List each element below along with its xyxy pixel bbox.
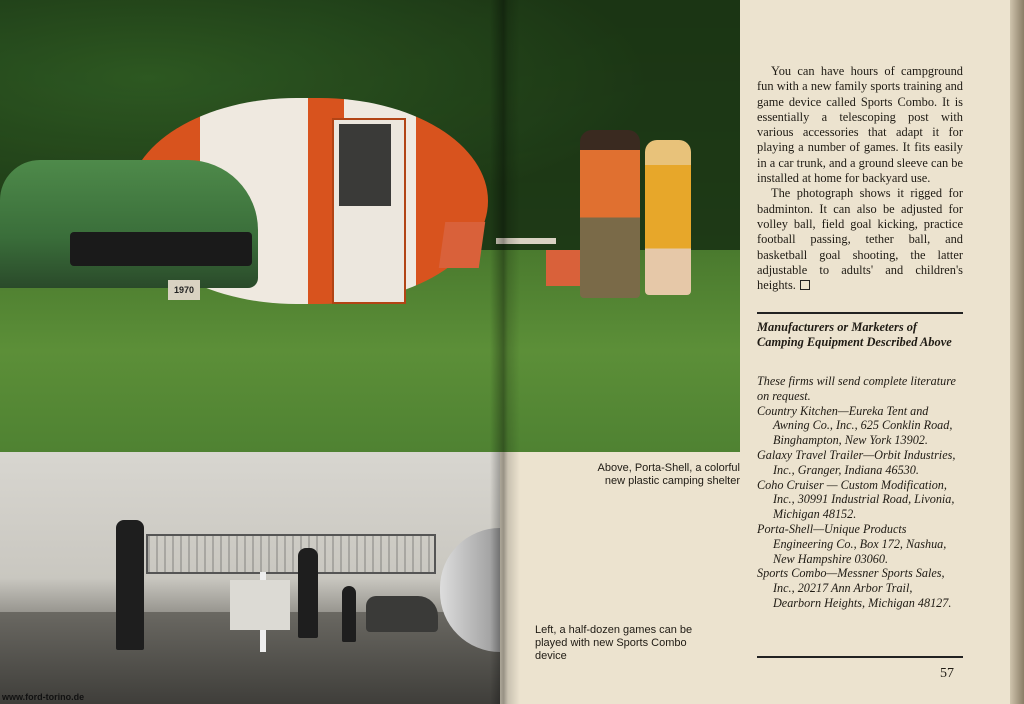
- sports-combo-photo: [0, 452, 500, 704]
- lawn-chair: [439, 222, 485, 268]
- article-body: [757, 64, 963, 293]
- caption-sports-combo: Left, a half-dozen games can be played with new Sports Combo device: [535, 624, 693, 662]
- shelter-door-window: [339, 124, 391, 206]
- page-edge: [1010, 0, 1024, 704]
- manufacturer-entry: Country Kitchen—Eureka Tent and Awning Co., Inc., 625 Conklin Road, Binghampton, New York 13902.: [757, 403, 953, 448]
- sidebar-list: [757, 374, 963, 611]
- divider-rule: [757, 656, 963, 658]
- article-paragraph-text: The photograph shows it rigged for badminton. It can also be adjusted for volley ball, field goal kicking, practice football passing, tether ball, and basketball goal shooting, the latter adjustable to adults' and children's heights.: [757, 186, 963, 293]
- player-figure: [298, 548, 318, 638]
- page-number: 57: [940, 666, 954, 681]
- license-plate: 1970: [168, 280, 200, 300]
- sidebar-intro: These firms will send complete literature on request.: [757, 374, 956, 403]
- sports-combo-base: [230, 580, 290, 630]
- end-mark-icon: [800, 280, 810, 290]
- divider-rule: [757, 312, 963, 314]
- manufacturer-entry: Sports Combo—Messner Sports Sales, Inc., 20217 Ann Arbor Trail, Dearborn Heights, Michigan 48127.: [757, 566, 952, 610]
- sidebar-heading: Manufacturers or Marketers of Camping Equipment Described Above: [757, 320, 952, 349]
- watermark: www.ford-torino.de: [2, 692, 85, 702]
- child-figure: [342, 586, 356, 642]
- caption-porta-shell: Above, Porta-Shell, a colorful new plastic camping shelter: [597, 462, 740, 487]
- car-grille: [70, 232, 252, 266]
- woman-figure: [645, 140, 691, 295]
- article-paragraph: [757, 186, 963, 293]
- man-figure: [580, 130, 640, 298]
- manufacturer-entry: Porta-Shell—Unique Products Engineering Co., Box 172, Nashua, New Hampshire 03060.: [757, 521, 947, 566]
- bw-car: [366, 596, 438, 632]
- badminton-net: [146, 534, 436, 574]
- manufacturer-entry: Galaxy Travel Trailer—Orbit Industries, Inc., Granger, Indiana 46530.: [757, 447, 956, 477]
- article-paragraph: You can have hours of campground fun with a new family sports training and game device called Sports Combo. It is essentially a telescoping post with various accessories that adapt it for playing a number of games. It fits easily in a car trunk, and a ground sleeve can be installed at home for backyard use.: [757, 64, 963, 186]
- manufacturer-entry: Coho Cruiser — Custom Modification, Inc., 30991 Industrial Road, Livonia, Michigan 48152.: [757, 477, 955, 522]
- green-car: [0, 160, 258, 288]
- page-gutter: [490, 0, 520, 704]
- player-figure: [116, 520, 144, 650]
